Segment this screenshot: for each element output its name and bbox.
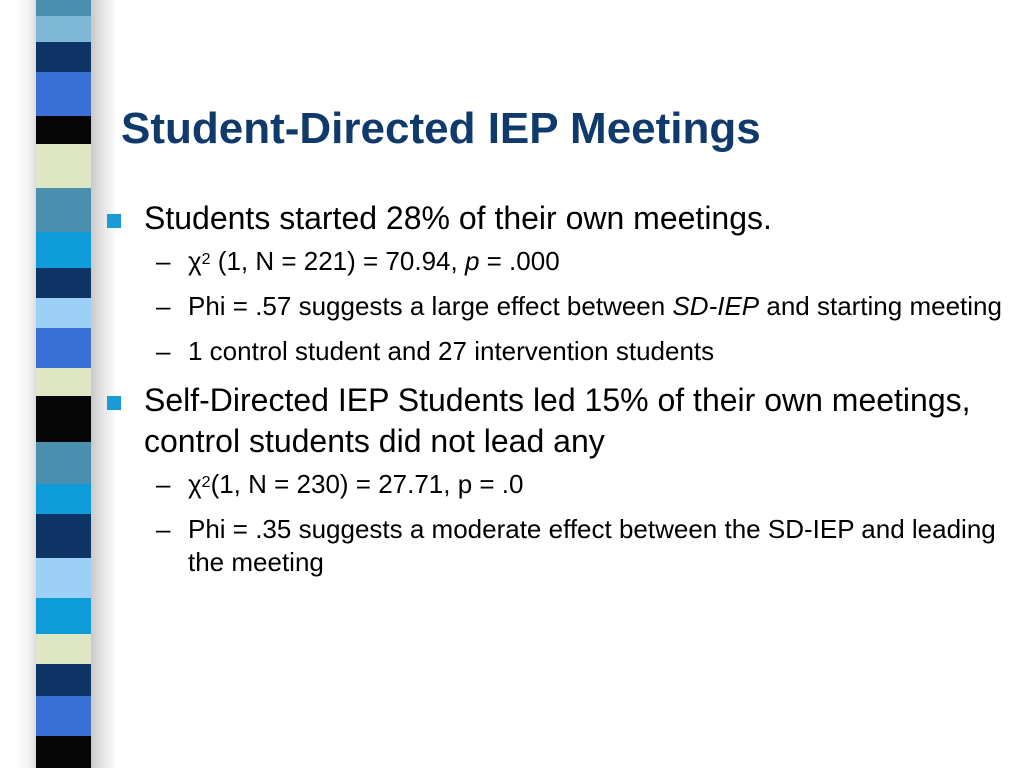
superscript: 2 [201,474,211,491]
stripe-block [36,116,91,144]
stripe-block [36,368,91,396]
sub-bullet-text: 1 control student and 27 intervention students [188,336,715,366]
stripe-block [36,188,91,232]
dash-marker: – [156,469,171,499]
sub-bullet-item [104,245,1014,278]
chi-symbol: χ [188,246,202,276]
superscript: 2 [201,251,211,268]
stripe-block [36,514,91,558]
bullet-text: Self-Directed IEP Students led 15% of their own meetings, control students did not lead any [144,382,971,459]
decorative-stripe [36,0,91,768]
stripe-block [36,736,91,768]
stat-text: (1, N = 221) = 70.94, [210,246,465,276]
dash-marker: – [156,246,171,276]
dash-marker: – [156,514,171,544]
stripe-block [36,328,91,368]
bullet-text: Students started 28% of their own meetings. [144,200,772,236]
sub-bullet-item [104,468,1014,501]
stripe-block [36,696,91,736]
square-bullet-icon [107,214,121,228]
slide-title: Student-Directed IEP Meetings [121,104,761,153]
sub-bullet-item [104,335,1014,368]
stripe-block [36,0,91,16]
stripe-block [36,16,91,42]
sub-bullet-item [104,290,1014,323]
stripe-block [36,298,91,328]
stripe-block [36,442,91,484]
square-bullet-icon [107,396,121,410]
bullet-item [104,198,1014,239]
chi-symbol: χ [188,469,202,499]
stripe-block [36,72,91,116]
stripe-block [36,558,91,598]
stripe-block [36,42,91,72]
stripe-block [36,634,91,664]
stripe-block [36,268,91,298]
stripe-block [36,598,91,634]
stat-text: = .000 [479,246,560,276]
slide-body [104,198,1014,591]
sub-bullet-text: Phi = .35 suggests a moderate effect between the SD-IEP and leading the meeting [188,514,996,577]
sub-bullet-text: and starting meeting [759,291,1002,321]
stripe-block [36,664,91,696]
stripe-block [36,232,91,268]
sub-bullet-item [104,513,1014,579]
stat-text: (1, N = 230) = 27.71, p = .0 [210,469,524,499]
bullet-item [104,380,1014,462]
dash-marker: – [156,336,171,366]
stripe-left-shadow [16,0,36,768]
stripe-block [36,396,91,442]
p-symbol: p [464,246,480,276]
stripe-block [36,144,91,188]
dash-marker: – [156,291,171,321]
sub-bullet-text: Phi = .57 suggests a large effect between [188,291,673,321]
stripe-block [36,484,91,514]
emphasis-text: SD-IEP [672,291,760,321]
